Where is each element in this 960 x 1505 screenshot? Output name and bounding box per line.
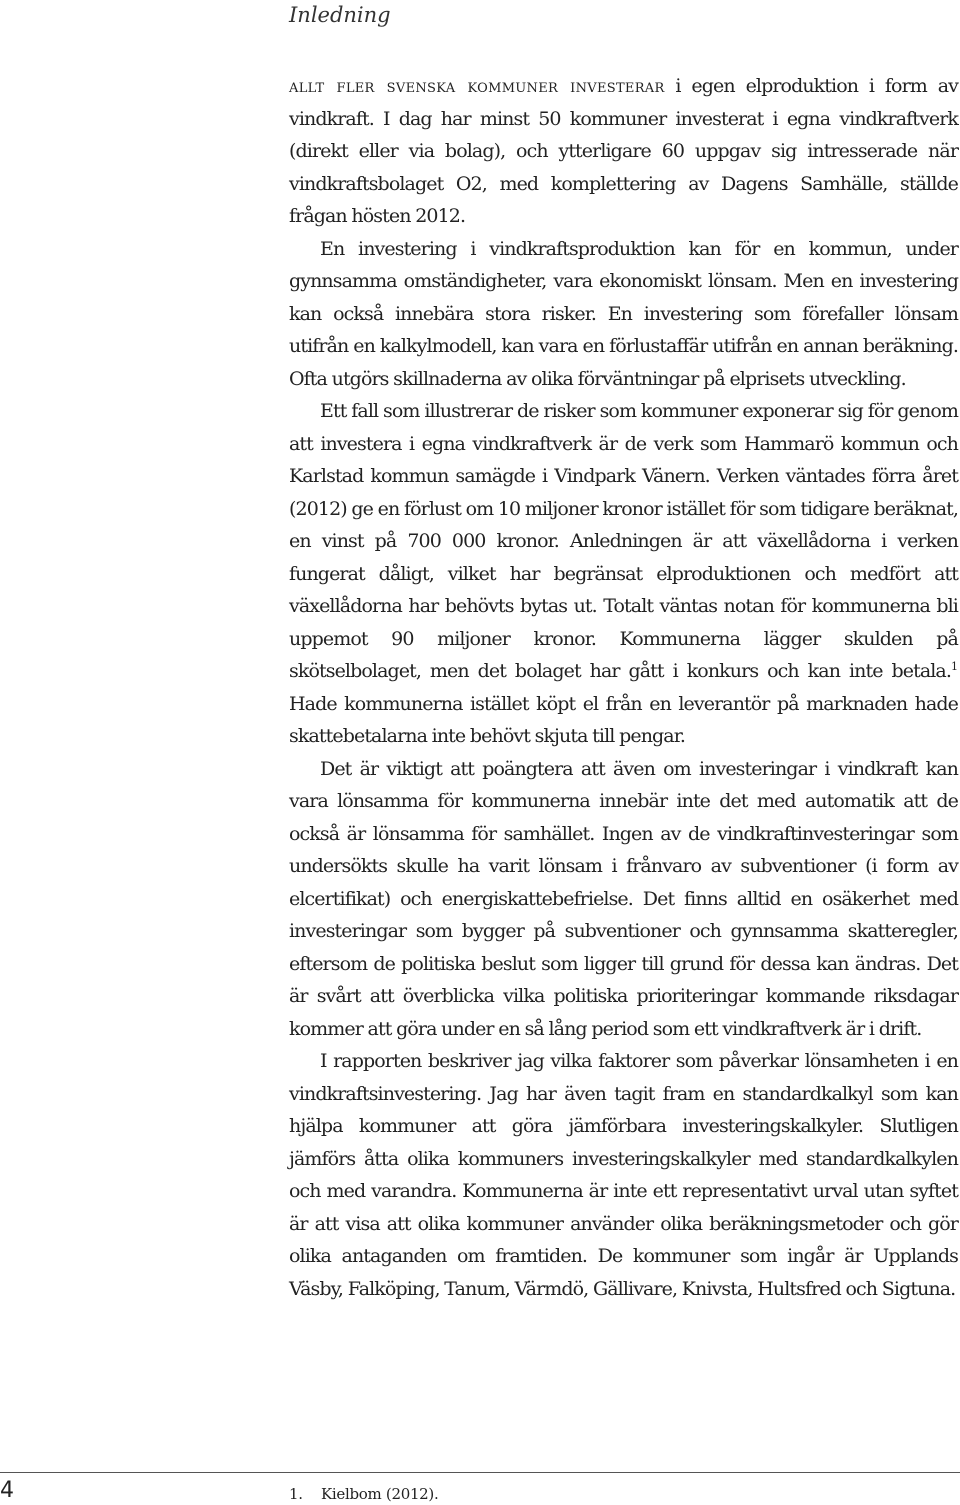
footer-divider: [0, 1472, 960, 1473]
footnote-number: 1.: [289, 1485, 303, 1503]
paragraph-1-text: i egen elproduktion i form av vindkraft. I dag har minst 50 kommuner investerat i egna vindkraftverk (direkt eller via bolag), och ytterligare 60 uppgav sig intresserade när vindkraftsbolaget O2, med komplettering av Dagens Samhälle, ställde frågan hösten 2012.: [289, 75, 959, 227]
paragraph-4: Det är viktigt att poängtera att även om investeringar i vindkraft kan vara lönsamma för kommunerna innebär inte det med automatik att de också är lönsamma för samhället. Ingen av de vindkraftinvesteringar som undersökts skulle ha varit lönsam i frånvaro av subventioner (i form av elcertifikat) och energiskattebefrielse. Det finns alltid en osäkerhet med investeringar som bygger på subventioner och gynnsamma skatteregler, eftersom de politiska beslut som ligger till grund för dessa kan ändras. Det är svårt att överblicka vilka politiska prioriteringar kommande riksdagar kommer att göra under en så lång period som ett vindkraftverk är i drift.: [289, 757, 958, 1040]
footnote-text: Kielbom (2012).: [321, 1485, 439, 1503]
paragraph-3-text-after-note: Hade kommunerna istället köpt el från en leverantör på marknaden hade skattebetalarna inte behövt skjuta till pengar.: [289, 692, 958, 747]
page-number: 4: [0, 1478, 14, 1503]
paragraph-2: En investering i vindkraftsproduktion kan för en kommun, under gynnsamma omständigheter, vara ekonomiskt lönsam. Men en investering kan också innebära stora risker. En investering som förefaller lönsam utifrån en kalkylmodell, kan vara en förlustaffär utifrån en annan beräkning. Ofta utgörs skillnaderna av olika förväntningar på elprisets utveckling.: [289, 237, 958, 390]
paragraph-3-text-before-note: Ett fall som illustrerar de risker som kommuner exponerar sig för genom att investera i egna vindkraftverk är de verk som Hammarö kommun och Karlstad kommun samägde i Vindpark Vänern. Verken väntades förra året (2012) ge en förlust om 10 miljoner kronor istället för som tidigare beräknat, en vinst på 700 000 kronor. Anledningen är att växellådorna i verken fungerat dåligt, vilket har begränsat elproduktionen och medfört att växellådorna har behövts bytas ut. Totalt väntas notan för kommunerna bli uppemot 90 miljoner kronor. Kommunerna lägger skulden på skötselbolaget, men det bolaget har gått i konkurs och kan inte betala.: [289, 400, 959, 682]
lead-in-smallcaps: allt fler svenska kommuner investerar: [289, 75, 665, 97]
paragraph-1: [289, 70, 958, 233]
page-title: Inledning: [289, 3, 391, 27]
paragraph-3: [289, 395, 958, 753]
footnote-reference: 1: [951, 660, 958, 673]
footnote: [289, 1484, 438, 1504]
paragraph-5: I rapporten beskriver jag vilka faktorer som påverkar lönsamheten i en vindkraftsinvestering. Jag har även tagit fram en standardkalkyl som kan hjälpa kommuner att göra jämförbara investeringskalkyler. Slutligen jämförs åtta olika kommuners investeringskalkyler med standardkalkylen och med varandra. Kommunerna är inte ett representativt urval utan syftet är att visa att olika kommuner använder olika beräkningsmetoder och gör olika antaganden om framtiden. De kommuner som ingår är Upplands Väsby, Falköping, Tanum, Värmdö, Gällivare, Knivsta, Hultsfred och Sigtuna.: [289, 1050, 958, 1300]
body-text: [289, 70, 958, 1305]
